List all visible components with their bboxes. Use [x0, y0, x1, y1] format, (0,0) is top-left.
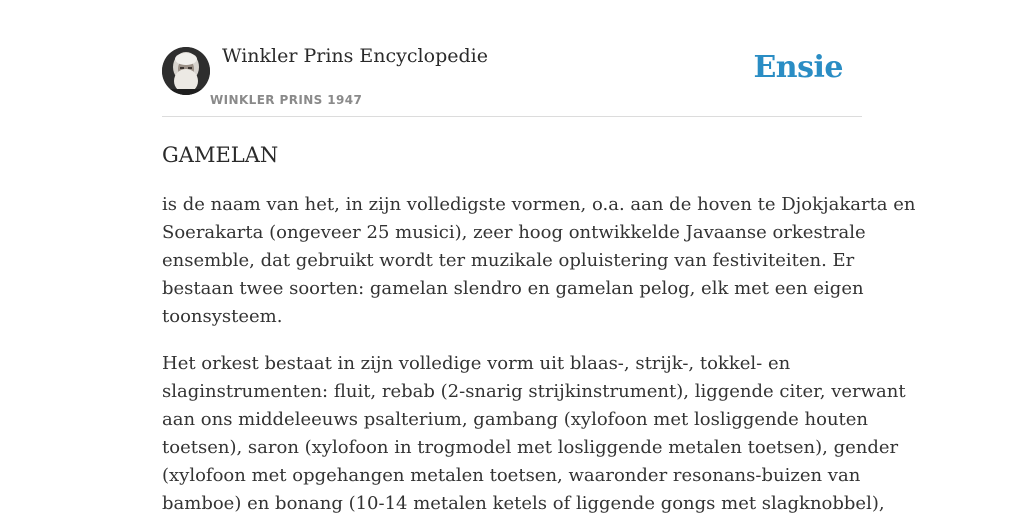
paragraph-line: is de naam van het, in zijn volledigste vormen, o.a. aan de hoven te Djokjakarta en — [162, 194, 916, 215]
page-title: GAMELAN — [162, 143, 279, 167]
brand-logo[interactable]: Ensie — [753, 50, 843, 85]
site-title[interactable]: Winkler Prins Encyclopedie — [222, 45, 488, 67]
paragraph-line: toetsen), saron (xylofoon in trogmodel met losliggende metalen toetsen), gender — [162, 437, 899, 458]
paragraph-line: (xylofoon met opgehangen metalen toetsen, waaronder resonans-buizen van — [162, 465, 861, 486]
paragraph-line: Soerakarta (ongeveer 25 musici), zeer hoog ontwikkelde Javaanse orkestrale — [162, 222, 866, 243]
avatar[interactable] — [162, 47, 210, 95]
paragraph-line: Het orkest bestaat in zijn volledige vorm uit blaas-, strijk-, tokkel- en — [162, 353, 791, 374]
paragraph-line: slaginstrumenten: fluit, rebab (2-snarig strijkinstrument), liggende citer, verwant — [162, 381, 906, 402]
article-paragraph — [162, 191, 916, 331]
paragraph-line: bestaan twee soorten: gamelan slendro en gamelan pelog, elk met een eigen — [162, 278, 864, 299]
article-paragraph — [162, 350, 906, 518]
header — [162, 0, 862, 117]
page — [162, 0, 916, 518]
paragraph-line: toonsysteem. — [162, 306, 283, 327]
paragraph-line: aan ons middeleeuws psalterium, gambang (xylofoon met losliggende houten — [162, 409, 869, 430]
paragraph-line: ensemble, dat gebruikt wordt ter muzikale opluistering van festiviteiten. Er — [162, 250, 855, 271]
paragraph-line: bamboe) en bonang (10-14 metalen ketels of liggende gongs met slagknobbel), — [162, 493, 885, 514]
author-portrait-icon — [162, 47, 210, 95]
source-label[interactable]: WINKLER PRINS 1947 — [210, 93, 363, 107]
